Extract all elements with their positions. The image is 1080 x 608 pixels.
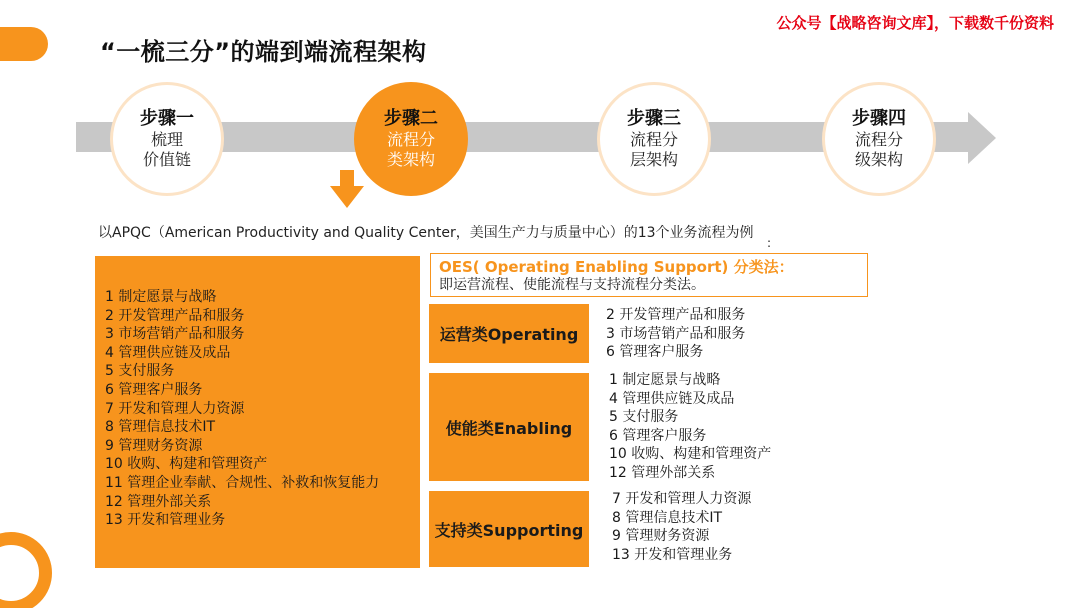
list-item: 9 管理财务资源 [612,528,710,545]
corner-decoration-tab [0,27,48,61]
list-item: 6 管理客户服务 [606,344,704,361]
arrow-down-icon [330,170,364,208]
step-desc-line1: 流程分 [386,130,435,149]
apqc-process-list [95,256,420,568]
corner-decoration-ring [0,532,52,608]
list-item: 6 管理客户服务 [609,427,707,444]
list-item: 13 开发和管理业务 [612,546,733,563]
step-desc-line1: 流程分 [629,130,678,149]
list-item: 6 管理客户服务 [105,381,203,398]
list-item: 11 管理企业奉献、合规性、补救和恢复能力 [105,474,380,491]
step-name: 步骤四 [852,108,906,129]
list-item: 5 支付服务 [105,363,175,380]
list-item: 1 制定愿景与战略 [609,372,721,388]
enabling-process-list [609,371,771,483]
list-item: 7 开发和管理人力资源 [105,400,245,417]
step-circle-4 [822,82,936,196]
step-circle-3 [597,82,711,196]
oes-description: 即运营流程、使能流程与支持流程分类法。 [439,277,705,293]
list-item: 3 市场营销产品和服务 [606,325,746,342]
step-desc-line2: 类架构 [386,150,435,169]
list-item: 10 收购、构建和管理资产 [105,456,268,473]
intro-colon: : [767,236,772,250]
list-item: 9 管理财务资源 [105,437,203,454]
list-item: 2 开发管理产品和服务 [105,307,245,324]
step-desc-line1: 流程分 [854,130,903,149]
oes-title: OES( Operating Enabling Support) 分类法： [439,258,794,276]
step-desc-line2: 层架构 [629,150,678,169]
list-item: 1 制定愿景与战略 [105,289,217,305]
list-item: 10 收购、构建和管理资产 [609,446,772,463]
list-item: 12 管理外部关系 [105,493,212,510]
step-desc-line2: 级架构 [854,150,903,169]
category-enabling: 使能类Enabling [429,373,589,481]
step-name: 步骤二 [384,108,438,129]
list-item: 12 管理外部关系 [609,464,716,481]
list-item: 13 开发和管理业务 [105,512,226,529]
step-desc-line2: 价值链 [142,150,191,169]
step-circle-1 [110,82,224,196]
page-title: “一梳三分”的端到端流程架构 [100,38,427,66]
process-arrow-head [968,112,996,164]
step-desc-line1: 梳理 [150,130,183,149]
intro-text: 以APQC（American Productivity and Quality Center，美国生产力与质量中心）的13个业务流程为例 [98,225,754,241]
category-operating: 运营类Operating [429,304,589,363]
category-supporting: 支持类Supporting [429,491,589,567]
list-item: 5 支付服务 [609,409,679,426]
list-item: 2 开发管理产品和服务 [606,307,746,323]
list-item: 7 开发和管理人力资源 [612,491,752,507]
list-item: 8 管理信息技术IT [105,419,216,436]
step-circle-2 [354,82,468,196]
list-item: 4 管理供应链及成品 [105,344,231,361]
step-name: 步骤三 [627,108,681,129]
oes-callout [430,253,868,297]
list-item: 8 管理信息技术IT [612,509,723,526]
supporting-process-list [612,490,751,564]
list-item: 3 市场营销产品和服务 [105,326,245,343]
step-name: 步骤一 [140,108,194,129]
list-item: 4 管理供应链及成品 [609,390,735,407]
operating-process-list [606,306,745,362]
watermark-text: 公众号【战略咨询文库】，下载数千份资料 [776,14,1054,32]
